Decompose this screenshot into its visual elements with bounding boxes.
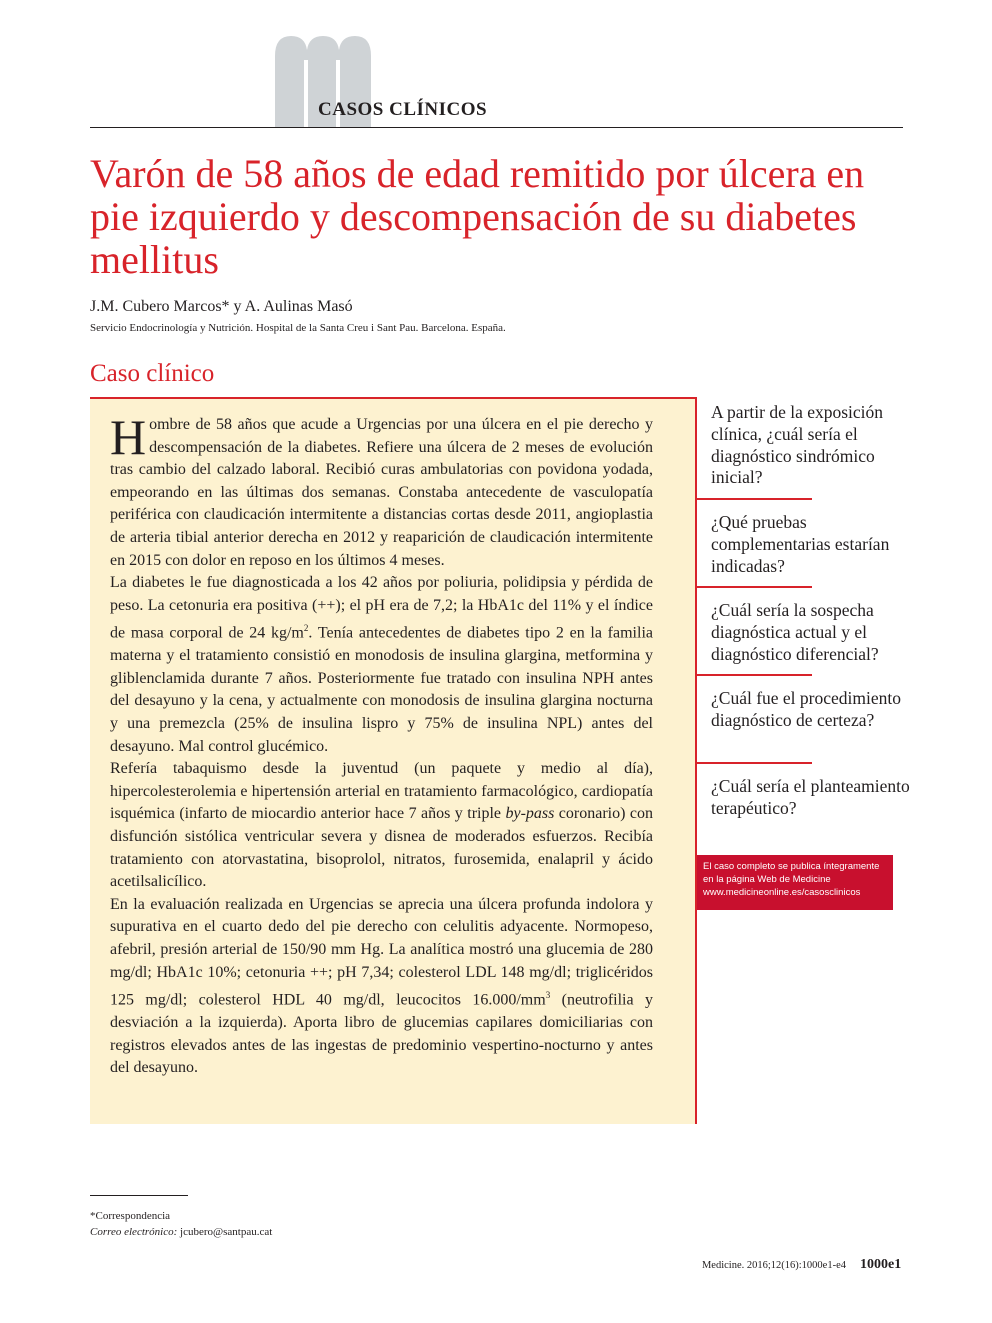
drop-cap: H bbox=[110, 409, 147, 465]
question-separator bbox=[697, 674, 812, 676]
sidebar-divider bbox=[695, 397, 697, 1124]
question-separator bbox=[697, 498, 812, 500]
header-rule bbox=[90, 127, 903, 128]
citation: Medicine. 2016;12(16):1000e1-e4 bbox=[701, 1260, 846, 1271]
article-title: Varón de 58 años de edad remitido por úlcera en pie izquierdo y descompensación de su diabetes mellitus bbox=[90, 151, 865, 282]
web-notice-box bbox=[697, 855, 893, 910]
question-2: ¿Qué pruebas complementarias estarían indicadas? bbox=[711, 512, 890, 576]
section-label: CASOS CLÍNICOS bbox=[318, 99, 488, 120]
email-label: Correo electrónico: bbox=[90, 1226, 178, 1238]
case-text bbox=[110, 409, 653, 1080]
notice-link[interactable]: www.medicineonline.es/casosclinicos bbox=[703, 887, 861, 898]
question-4: ¿Cuál fue el procedimiento diagnóstico de certeza? bbox=[711, 688, 901, 730]
page-number: 1000e1 bbox=[860, 1257, 902, 1272]
case-paragraph-1: Hombre de 58 años que acude a Urgencias por una úlcera en el pie derecho y descompensación de la diabetes. Refiere una úlcera de 2 meses de evolución tras cambio del calzado laboral. Recibió curas ambulatorias con povidona yodada, empeorando en las últimas dos semanas. Constaba antecedente de vasculopatía periférica con claudicación intermitente a distancias cortas desde 2011, angioplastia de arteria tibial anterior derecha en 2012 y reaparición de claudicación intermitente en 2015 con dolor en reposo en los últimos 4 meses. bbox=[110, 409, 653, 569]
question-5: ¿Cuál sería el planteamiento terapéutico? bbox=[711, 776, 910, 818]
question-3: ¿Cuál sería la sospecha diagnóstica actual y el diagnóstico diferencial? bbox=[711, 600, 879, 664]
correspondence-note: *Correspondencia bbox=[90, 1210, 171, 1222]
question-separator bbox=[697, 586, 812, 588]
email-address[interactable]: jcubero@santpau.cat bbox=[180, 1226, 273, 1238]
case-paragraph-3: Refería tabaquismo desde la juventud (un paquete y medio al día), hipercolesterolemia e hipertensión arterial en tratamiento farmacológico, cardiopatía isquémica (infarto de miocardio anterior hace 7 años y triple by-pass coronario) con disfunción sistólica ventricular severa y disnea de moderados esfuerzos. Recibía tratamiento con atorvastatina, bisoprolol, nitratos, furosemida, enalapril y ácido acetilsalicílico. bbox=[110, 760, 653, 891]
case-heading: Caso clínico bbox=[90, 360, 215, 387]
notice-line: El caso completo se publica íntegramente bbox=[703, 861, 880, 872]
affiliation: Servicio Endocrinología y Nutrición. Hospital de la Santa Creu i Sant Pau. Barcelona. España. bbox=[90, 322, 506, 334]
authors: J.M. Cubero Marcos* y A. Aulinas Masó bbox=[90, 298, 353, 315]
case-paragraph-4: En la evaluación realizada en Urgencias se aprecia una úlcera profunda indolora y supurativa en el cuarto dedo del pie derecho con celulitis adyacente. Normopeso, afebril, presión arterial de 150/90 mm Hg. La analítica mostró una glucemia de 280 mg/dl; HbA1c 10%; cetonuria ++; pH 7,34; colesterol LDL 148 mg/dl; triglicéridos 125 mg/dl; colesterol HDL 40 mg/dl, leucocitos $16.000/mm^3$ (neutrofilia y desviación a la izquierda). Aporta libro de glucemias capilares domiciliarias con registros elevados antes de las ingestas de predominio vespertino-nocturno y antes del desayuno. bbox=[110, 895, 653, 1077]
case-paragraph-2: La diabetes le fue diagnosticada a los 42 años por poliuria, polidipsia y pérdida de peso. La cetonuria era positiva (++); el pH era de 7,2; la HbA1c del 11% y el índice de masa corporal de 24 $kg/m^2$. Tenía antecedentes de diabetes tipo 2 en la familia materna y el tratamiento consistió en monodosis de insulina glargina, metformina y gliblenclamida durante 7 años. Posteriormente fue tratado con insulina NPH antes del desayuno y la cena, y actualmente con monodosis de insulina glargina nocturna y una premezcla (25% de insulina lispro y 75% de insulina NPL) antes del desayuno. Mal control glucémico. bbox=[110, 574, 653, 755]
question-separator bbox=[697, 762, 812, 764]
notice-line: en la página Web de Medicine bbox=[703, 874, 831, 885]
footnote-rule bbox=[90, 1195, 188, 1196]
email-line bbox=[90, 1226, 272, 1238]
question-1: A partir de la exposición clínica, ¿cuál sería el diagnóstico sindrómico inicial? bbox=[711, 402, 884, 488]
